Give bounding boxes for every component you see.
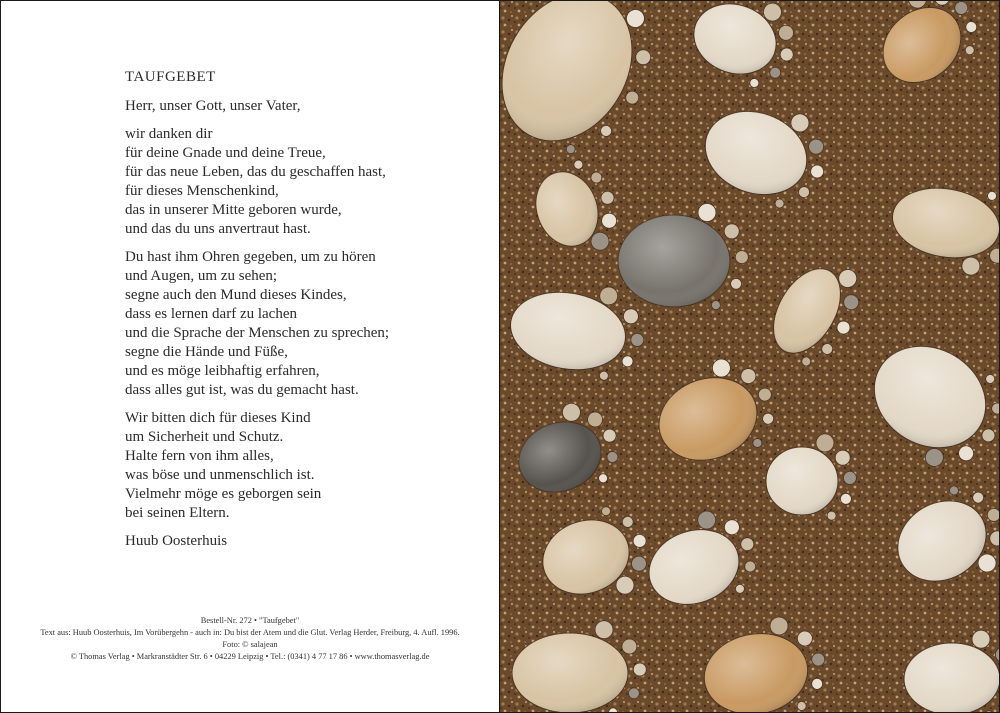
poem-line: um Sicherheit und Schutz.	[125, 429, 284, 445]
poem-line: Du hast ihm Ohren gegeben, um zu hören	[125, 249, 376, 265]
poem-line: und die Sprache der Menschen zu sprechen;	[125, 325, 390, 341]
toe-pebble	[816, 434, 834, 452]
toe-pebble	[731, 278, 742, 289]
toe-pebble	[633, 663, 646, 676]
sole-highlight	[512, 633, 628, 712]
toe-pebble	[735, 251, 748, 264]
poem-line: das in unserer Mitte geboren wurde,	[125, 202, 342, 218]
poem-stanza	[125, 97, 465, 116]
poem-line: Halte fern von ihm alles,	[125, 448, 274, 464]
poem-line: dass es lernen darf zu lachen	[125, 306, 298, 322]
poem-line: wir danken dir	[125, 126, 213, 142]
sole-highlight	[618, 215, 730, 307]
poem-title: TAUFGEBET	[125, 69, 216, 85]
poem-line: Wir bitten dich für dieses Kind	[125, 410, 311, 426]
poem-line: und Augen, um zu sehen;	[125, 268, 278, 284]
toe-pebble	[711, 301, 720, 310]
poem-stanza	[125, 125, 465, 239]
poem	[125, 68, 465, 551]
poem-author: Huub Oosterhuis	[125, 533, 228, 549]
toe-pebble	[843, 471, 856, 484]
toe-pebble	[698, 204, 716, 222]
pebble-footprints-photo	[500, 1, 999, 712]
toe-pebble	[835, 450, 850, 465]
photo-page	[500, 1, 999, 712]
toe-pebble	[595, 621, 613, 639]
poem-stanza	[125, 409, 465, 523]
publisher-info: © Thomas Verlag • Markranstädter Str. 6 • 04229 Leipzig • Tel.: (0341) 4 77 17 86 • www.thomasverlag.de	[70, 652, 430, 661]
poem-line: und das du uns anvertraut hast.	[125, 221, 311, 237]
colophon	[1, 615, 499, 663]
poem-line: für dieses Menschenkind,	[125, 183, 279, 199]
sole-highlight	[766, 447, 838, 515]
text-page	[1, 1, 499, 712]
poem-line: Herr, unser Gott, unser Vater,	[125, 98, 301, 114]
poem-line: für deine Gnade und deine Treue,	[125, 145, 326, 161]
order-number: Bestell-Nr. 272 • "Taufgebet"	[200, 616, 300, 625]
poem-line: bei seinen Eltern.	[125, 505, 230, 521]
toe-pebble	[972, 630, 990, 648]
poem-line: was böse und unmenschlich ist.	[125, 467, 315, 483]
toe-pebble	[840, 493, 851, 504]
poem-body	[125, 97, 465, 523]
poem-stanza	[125, 248, 465, 400]
photo-credit: Foto: © salajean	[222, 640, 278, 649]
text-source: Text aus: Huub Oosterhuis, Im Vorübergehn - auch in: Du bist der Atem und die Glut. Verlag Herder, Freiburg, 4. Aufl. 1996.	[40, 628, 460, 637]
toe-pebble	[827, 511, 836, 520]
poem-line: Vielmehr möge es geborgen sein	[125, 486, 322, 502]
poem-line: segne auch den Mund dieses Kindes,	[125, 287, 347, 303]
poem-line: segne die Hände und Füße,	[125, 344, 288, 360]
poem-line: für das neue Leben, das du geschaffen hast,	[125, 164, 386, 180]
poem-line: dass alles gut ist, was du gemacht hast.	[125, 382, 359, 398]
poem-line: und es möge leibhaftig erfahren,	[125, 363, 320, 379]
toe-pebble	[724, 224, 739, 239]
toe-pebble	[622, 639, 637, 654]
toe-pebble	[628, 688, 639, 699]
